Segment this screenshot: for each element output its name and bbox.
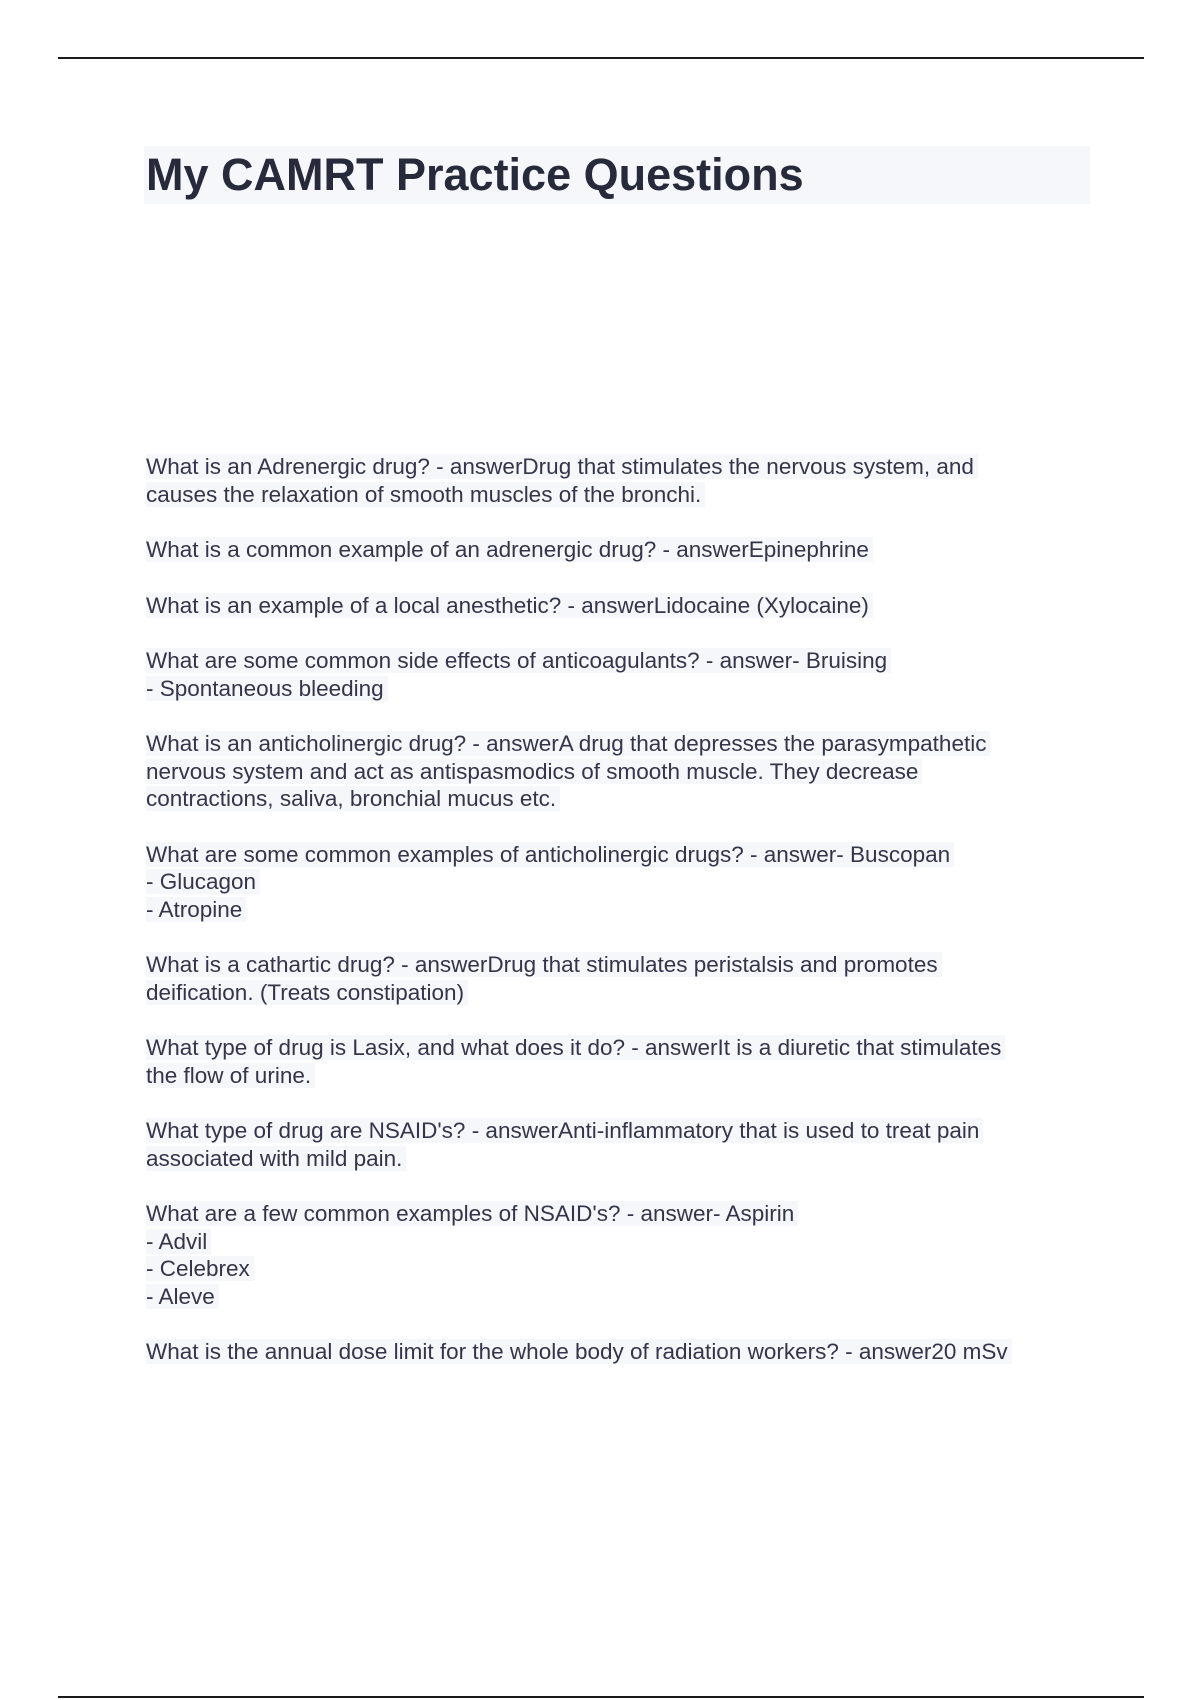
- qa-line-text: What is an anticholinergic drug? - answerA drug that depresses the parasympathetic: [146, 731, 990, 756]
- qa-line-text: nervous system and act as antispasmodics of smooth muscle. They decrease: [146, 759, 922, 784]
- qa-line: [146, 453, 1090, 481]
- qa-line: [146, 1200, 1090, 1228]
- qa-line: [146, 675, 1090, 703]
- qa-line-text: the flow of urine.: [146, 1063, 315, 1088]
- qa-line: [146, 1283, 1090, 1311]
- qa-line: [146, 1338, 1090, 1366]
- qa-item: [146, 1117, 1090, 1172]
- qa-line: [146, 758, 1090, 786]
- top-rule: [58, 57, 1144, 59]
- qa-line: [146, 647, 1090, 675]
- qa-line: [146, 481, 1090, 509]
- qa-item: [146, 647, 1090, 702]
- qa-item: [146, 453, 1090, 508]
- qa-line: [146, 979, 1090, 1007]
- qa-line: [146, 951, 1090, 979]
- qa-line-text: - Aleve: [146, 1284, 219, 1309]
- qa-line-text: - Glucagon: [146, 869, 260, 894]
- qa-line: [146, 1145, 1090, 1173]
- qa-line: [146, 1255, 1090, 1283]
- qa-item: [146, 1338, 1090, 1366]
- qa-line: [146, 536, 1090, 564]
- qa-line-text: - Advil: [146, 1229, 211, 1254]
- qa-line: [146, 592, 1090, 620]
- qa-item: [146, 536, 1090, 564]
- qa-list: [146, 453, 1090, 1394]
- qa-item: [146, 841, 1090, 924]
- qa-line: [146, 1228, 1090, 1256]
- qa-line-text: What is a cathartic drug? - answerDrug that stimulates peristalsis and promotes: [146, 952, 942, 977]
- qa-line-text: - Celebrex: [146, 1256, 254, 1281]
- qa-line: [146, 785, 1090, 813]
- qa-line: [146, 1062, 1090, 1090]
- qa-item: [146, 592, 1090, 620]
- qa-line-text: What are some common examples of anticholinergic drugs? - answer- Buscopan: [146, 842, 954, 867]
- qa-line-text: causes the relaxation of smooth muscles of the bronchi.: [146, 482, 705, 507]
- qa-line-text: What is an example of a local anesthetic? - answerLidocaine (Xylocaine): [146, 593, 873, 618]
- page-title: My CAMRT Practice Questions: [146, 149, 804, 200]
- qa-line: [146, 1117, 1090, 1145]
- qa-line: [146, 868, 1090, 896]
- qa-line-text: What type of drug are NSAID's? - answerAnti-inflammatory that is used to treat pain: [146, 1118, 983, 1143]
- qa-line-text: associated with mild pain.: [146, 1146, 406, 1171]
- qa-line-text: - Atropine: [146, 897, 246, 922]
- qa-line-text: What is the annual dose limit for the whole body of radiation workers? - answer20 mSv: [146, 1339, 1012, 1364]
- qa-item: [146, 1034, 1090, 1089]
- qa-line-text: What type of drug is Lasix, and what does it do? - answerIt is a diuretic that stimulates: [146, 1035, 1005, 1060]
- qa-line-text: What are a few common examples of NSAID's? - answer- Aspirin: [146, 1201, 798, 1226]
- qa-line-text: - Spontaneous bleeding: [146, 676, 388, 701]
- qa-line: [146, 841, 1090, 869]
- qa-item: [146, 730, 1090, 813]
- qa-line-text: contractions, saliva, bronchial mucus etc.: [146, 786, 560, 811]
- qa-item: [146, 1200, 1090, 1310]
- qa-line-text: deification. (Treats constipation): [146, 980, 468, 1005]
- qa-line: [146, 896, 1090, 924]
- qa-line: [146, 1034, 1090, 1062]
- qa-line: [146, 730, 1090, 758]
- bottom-rule: [58, 1696, 1144, 1698]
- qa-line-text: What are some common side effects of anticoagulants? - answer- Bruising: [146, 648, 891, 673]
- qa-line-text: What is a common example of an adrenergic drug? - answerEpinephrine: [146, 537, 873, 562]
- qa-item: [146, 951, 1090, 1006]
- qa-line-text: What is an Adrenergic drug? - answerDrug that stimulates the nervous system, and: [146, 454, 978, 479]
